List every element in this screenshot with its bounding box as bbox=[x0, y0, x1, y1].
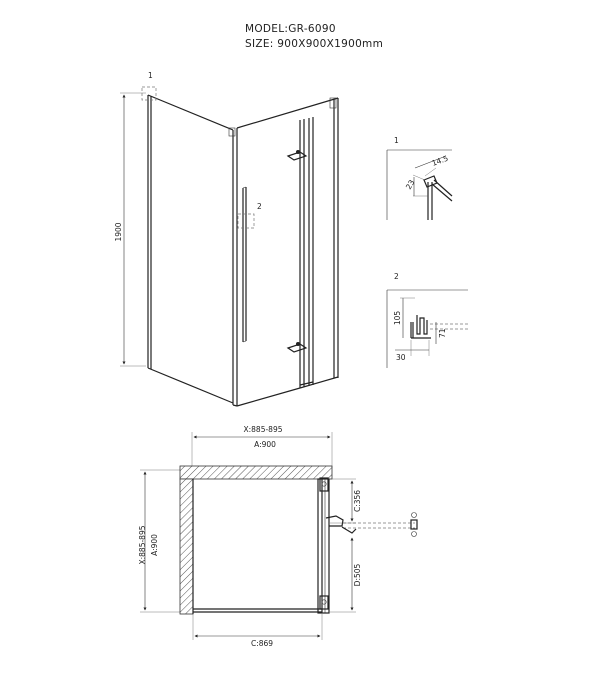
plan-bottom-dimension bbox=[193, 614, 322, 648]
plan-right-d: D:505 bbox=[353, 563, 362, 587]
detail-1-dim-b: 23 bbox=[403, 178, 417, 191]
elevation-view bbox=[114, 71, 338, 406]
size-label: SIZE: 900X900X1900mm bbox=[245, 38, 384, 50]
plan-top-dimension bbox=[192, 425, 332, 468]
callout-2 bbox=[238, 202, 262, 228]
plan-side-x: X:885-895 bbox=[138, 525, 147, 565]
detail-1-dim-a: 14.5 bbox=[430, 153, 450, 168]
header-block bbox=[245, 23, 383, 50]
plan-view bbox=[138, 425, 417, 648]
plan-side-a: A:900 bbox=[150, 534, 159, 556]
callout-1-label: 1 bbox=[148, 71, 153, 80]
upper-hinge bbox=[288, 150, 306, 160]
front-panel bbox=[237, 98, 338, 406]
detail-1-label: 1 bbox=[394, 136, 399, 145]
model-label: MODEL:GR-6090 bbox=[245, 23, 336, 35]
detail-2 bbox=[387, 272, 468, 368]
plan-right-dimension bbox=[330, 479, 362, 612]
plan-right-c: C:356 bbox=[353, 489, 362, 513]
detail-2-dim-b: 71 bbox=[438, 328, 447, 338]
plan-walls bbox=[180, 466, 332, 614]
detail-2-label: 2 bbox=[394, 272, 399, 281]
detail-1 bbox=[387, 136, 452, 220]
plan-enclosure bbox=[193, 478, 417, 614]
plan-top-a: A:900 bbox=[254, 440, 276, 449]
detail-2-dim-a: 105 bbox=[393, 310, 402, 326]
lower-hinge bbox=[288, 342, 306, 352]
plan-top-x: X:885-895 bbox=[243, 425, 283, 434]
height-label: 1900 bbox=[114, 222, 123, 242]
plan-left-dimension bbox=[138, 470, 182, 612]
door-handle bbox=[243, 187, 246, 342]
detail-2-dim-c: 30 bbox=[396, 353, 406, 362]
side-panel bbox=[148, 95, 233, 403]
plan-bottom-c: C:869 bbox=[250, 639, 274, 648]
callout-2-label: 2 bbox=[257, 202, 262, 211]
corner-post bbox=[229, 128, 237, 406]
height-dimension bbox=[114, 93, 146, 366]
